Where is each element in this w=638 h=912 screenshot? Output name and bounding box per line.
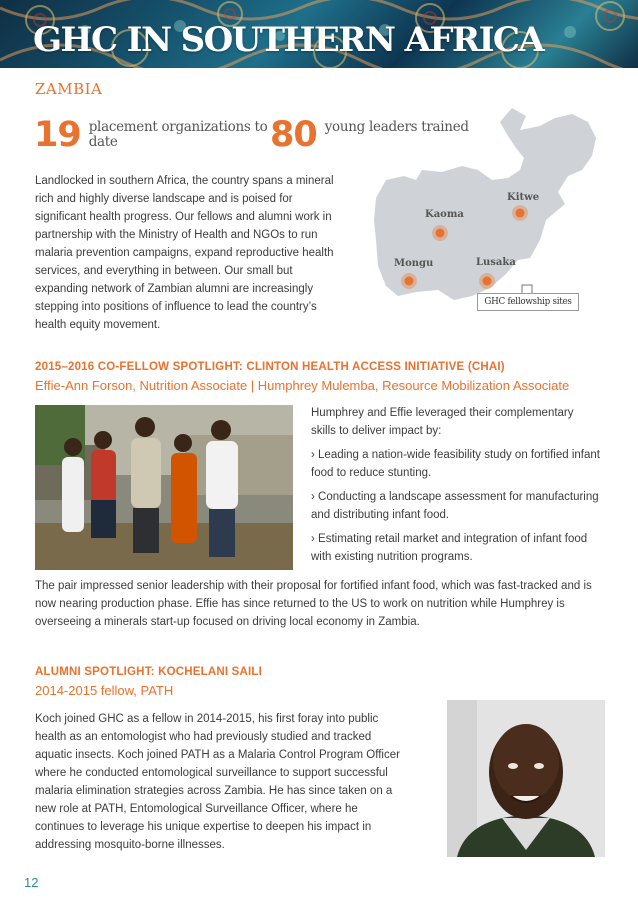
city-label-mongu: Mongu [394, 258, 434, 269]
alumni-subheading: 2014-2015 fellow, PATH [35, 683, 174, 698]
zambia-country-shape [374, 108, 596, 300]
country-name: ZAMBIA [35, 80, 103, 98]
sites-callout-bracket [522, 285, 532, 293]
intro-paragraph: Landlocked in southern Africa, the country spans a mineral rich and highly diverse landscape and is poised for significant health progress. Our fellows and alumni work in partnership with the Ministry of Health and NGOs to run malaria prevention campaigns, expand reproductive health services, and everything in between. Our small but expanding network of Zambian alumni are increasingly stepping into positions of influence to lead the country’s health equity movement. [35, 175, 334, 331]
cofellow-spotlight-heading: 2015–2016 CO-FELLOW SPOTLIGHT: CLINTON HEALTH ACCESS INITIATIVE (CHAI) [35, 361, 505, 373]
alumni-body-paragraph: Koch joined GHC as a fellow in 2014-2015, his first foray into public health as an entomologist who had previously studied and tracked aquatic insects. Koch joined PATH as a Malaria Control Program Officer where he conducted entomological surveillance to support successful malaria elimination strategies across Zambia. He has since taken on a new role at PATH, Entomological Surveillance Officer, where he continues to leverage his unique expertise to deepen his impact in addressing mosquito-borne illnesses. [35, 713, 400, 851]
cofellow-lead-text: Humphrey and Effie leveraged their complementary skills to deliver impact by: [311, 407, 574, 437]
stat-number: 80 [270, 115, 317, 155]
alumni-portrait-photo [447, 700, 605, 857]
stat-placement-organizations [34, 115, 269, 155]
fellowship-sites-legend: GHC fellowship sites [477, 293, 579, 311]
cofellow-summary-paragraph: The pair impressed senior leadership with their proposal for fortified infant food, which was fast-tracked and is now nearing production phase. Effie has since returned to the US to work on nutrition while Humphrey is overseeing a minerals start-up focused on driving local economy in Zambia. [35, 580, 592, 628]
site-marker-lusaka-dot [483, 277, 492, 286]
header-banner [0, 0, 638, 68]
cofellow-group-photo [35, 405, 293, 570]
list-item: › Conducting a landscape assessment for manufacturing and distributing infant food. [311, 491, 599, 521]
city-label-kaoma: Kaoma [425, 209, 464, 220]
stat-label: young leaders trained [324, 119, 469, 135]
stat-label: placement organizations to date [88, 119, 268, 150]
list-item: › Leading a nation-wide feasibility study on fortified infant food to reduce stunting. [311, 449, 600, 479]
site-marker-kaoma-dot [436, 229, 445, 238]
page-number: 12 [24, 875, 39, 890]
page-title: GHC IN SOUTHERN AFRICA [33, 20, 544, 60]
cofellow-names: Effie-Ann Forson, Nutrition Associate | Humphrey Mulemba, Resource Mobilization Associate [35, 378, 570, 393]
stat-number: 19 [34, 115, 81, 155]
city-label-kitwe: Kitwe [507, 192, 540, 203]
zambia-map [350, 100, 630, 315]
alumni-spotlight-heading: ALUMNI SPOTLIGHT: KOCHELANI SAILI [35, 666, 263, 678]
site-marker-mongu-dot [405, 277, 414, 286]
cofellow-impact-list [311, 404, 601, 572]
site-marker-kitwe-dot [516, 209, 525, 218]
city-label-lusaka: Lusaka [476, 257, 516, 268]
list-item: › Estimating retail market and integration of infant food with existing nutrition programs. [311, 533, 588, 563]
